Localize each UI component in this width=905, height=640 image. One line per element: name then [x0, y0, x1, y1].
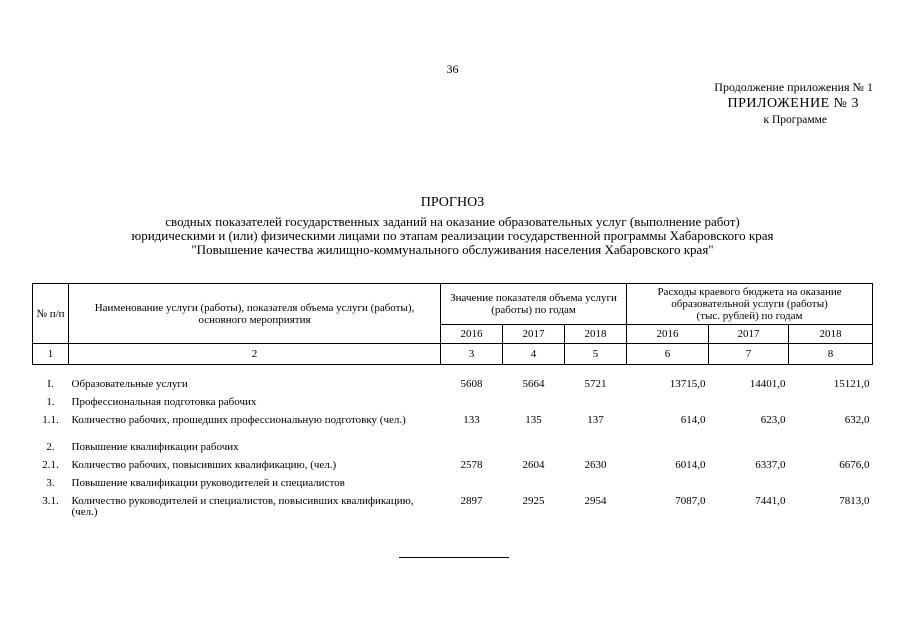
column-number: 2: [69, 344, 441, 365]
row-value: 135: [525, 414, 542, 426]
appendix-title: ПРИЛОЖЕНИЕ № 3: [727, 96, 859, 111]
row-value: 5721: [584, 378, 607, 390]
row-number: 1.1.: [42, 414, 59, 426]
row-name: Количество рабочих, прошедших профессиональную подготовку (чел.): [71, 414, 406, 426]
row-number: 3.: [46, 477, 55, 489]
forecast-table: [32, 283, 873, 523]
column-number: 1: [33, 344, 69, 365]
table-row: [33, 494, 873, 523]
header-year: 2017: [709, 325, 789, 344]
row-value: [503, 440, 565, 458]
row-name: Повышение квалификации руководителей и специалистов: [71, 477, 345, 489]
column-number: 4: [503, 344, 565, 365]
header-budget-line: (тыс. рублей) по годам: [696, 310, 803, 322]
row-value: [565, 395, 627, 413]
document-subtitle-line: "Повышение качества жилищно-коммунального обслуживания населения Хабаровского края": [191, 242, 714, 257]
table-row: [33, 476, 873, 494]
row-value: [789, 395, 873, 413]
row-value: [627, 440, 709, 458]
row-value: 623,0: [760, 414, 786, 426]
row-name: Повышение квалификации рабочих: [71, 441, 239, 453]
row-value: [503, 395, 565, 413]
row-value: 7441,0: [755, 495, 786, 507]
header-name: Наименование услуги (работы), показателя объема услуги (работы), основного мероприятия: [69, 284, 441, 344]
row-name: Профессиональная подготовка рабочих: [71, 396, 257, 408]
row-value: 137: [587, 414, 604, 426]
row-value: 7813,0: [839, 495, 870, 507]
row-value: 614,0: [680, 414, 706, 426]
row-value: [789, 476, 873, 494]
row-value: 2604: [522, 459, 545, 471]
row-value: [627, 476, 709, 494]
header-year: 2016: [627, 325, 709, 344]
row-value: 14401,0: [749, 378, 786, 390]
row-number: 2.1.: [42, 459, 59, 471]
footer-rule: [399, 557, 509, 558]
row-number: I.: [47, 378, 54, 390]
header-year: 2018: [789, 325, 873, 344]
row-value: 7087,0: [675, 495, 706, 507]
table-row: [33, 458, 873, 476]
row-name: Количество рабочих, повысивших квалификацию, (чел.): [71, 459, 337, 471]
row-number: 3.1.: [42, 495, 59, 507]
appendix-subtitle: к Программе: [763, 114, 827, 126]
row-value: 6676,0: [839, 459, 870, 471]
row-value: [709, 440, 789, 458]
row-value: 2578: [460, 459, 483, 471]
header-year: 2018: [565, 325, 627, 344]
table-row: [33, 395, 873, 413]
document-subtitle-line: сводных показателей государственных заданий на оказание образовательных услуг (выполнение работ): [165, 214, 740, 229]
row-value: [503, 476, 565, 494]
row-value: 632,0: [844, 414, 870, 426]
column-number: 8: [789, 344, 873, 365]
row-value: 6014,0: [675, 459, 706, 471]
continuation-note: Продолжение приложения № 1: [714, 80, 873, 94]
row-value: 5664: [522, 378, 545, 390]
row-value: 13715,0: [669, 378, 706, 390]
row-value: [441, 476, 503, 494]
document-subtitle-line: юридическими и (или) физическими лицами по этапам реализации государственной программы Хабаровского края: [131, 228, 774, 243]
row-value: [789, 440, 873, 458]
row-value: [709, 476, 789, 494]
row-value: [565, 476, 627, 494]
header-year: 2017: [503, 325, 565, 344]
column-number: 6: [627, 344, 709, 365]
column-number: 7: [709, 344, 789, 365]
table-row: [33, 440, 873, 458]
row-value: 2925: [522, 495, 545, 507]
header-num: № п/п: [33, 284, 69, 344]
row-value: [441, 395, 503, 413]
row-value: 2630: [584, 459, 607, 471]
column-number: 3: [441, 344, 503, 365]
row-value: 5608: [460, 378, 483, 390]
table-row: [33, 413, 873, 440]
row-value: [441, 440, 503, 458]
header-volume: Значение показателя объема услуги (работы) по годам: [441, 284, 627, 325]
header-year: 2016: [441, 325, 503, 344]
header-budget-line: Расходы краевого бюджета на оказание образовательной услуги (работы): [657, 286, 842, 310]
row-number: 2.: [46, 441, 55, 453]
row-value: [709, 395, 789, 413]
row-name: Количество руководителей и специалистов, повысивших квалификацию, (чел.): [71, 495, 414, 518]
row-value: 2954: [584, 495, 607, 507]
header-budget: [627, 284, 873, 325]
document-title-block: [0, 195, 905, 257]
page-number: 36: [446, 62, 459, 76]
document-title: ПРОГНОЗ: [420, 195, 485, 210]
row-value: [565, 440, 627, 458]
row-number: 1.: [46, 396, 55, 408]
row-value: 133: [463, 414, 480, 426]
table-row: [33, 377, 873, 395]
row-name: Образовательные услуги: [71, 378, 188, 390]
row-value: 2897: [460, 495, 483, 507]
row-value: [627, 395, 709, 413]
row-value: 6337,0: [755, 459, 786, 471]
column-number: 5: [565, 344, 627, 365]
row-value: 15121,0: [833, 378, 870, 390]
